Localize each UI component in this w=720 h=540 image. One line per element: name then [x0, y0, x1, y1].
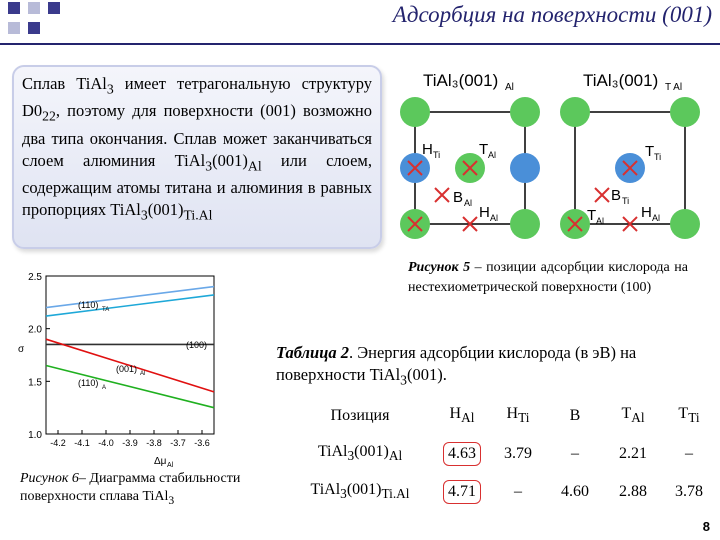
caption-sub: 3	[168, 493, 175, 507]
header-decoration-square	[28, 22, 40, 34]
table-header-cell: $T_{Al}$	[621, 405, 645, 426]
table-cell: 3.78	[675, 483, 703, 500]
x-tick-label: -4.2	[50, 438, 66, 448]
intro-text: (001)	[212, 150, 248, 170]
table-cell: 3.79	[504, 445, 532, 462]
caption-text: – Диаграмма стабильности поверхности сплава TiAl	[20, 471, 241, 504]
x-tick-label: -3.8	[146, 438, 162, 448]
table-row	[286, 473, 716, 511]
series-label-sub: Al	[140, 371, 146, 377]
intro-sub: 3	[106, 81, 114, 97]
site-sub: Al	[596, 216, 605, 226]
table-row-label: $TiAl_3(001)_{Al}$	[317, 443, 403, 464]
x-tick-label: -3.7	[170, 438, 186, 448]
site-h-ti: H	[422, 141, 433, 158]
site-sub: Ti	[654, 152, 662, 162]
series-label: (110)	[78, 300, 99, 310]
table-cell: –	[514, 483, 522, 500]
header-decoration-square	[8, 2, 20, 14]
site-h-al: H	[641, 204, 652, 221]
header-decoration-square	[48, 2, 60, 14]
site-sub: Al	[464, 198, 473, 208]
table-cell: 2.21	[619, 445, 647, 462]
plot-frame	[46, 276, 214, 434]
atom-al	[400, 97, 430, 127]
caption-label: Рисунок 6	[20, 471, 79, 486]
series-line	[46, 295, 214, 316]
intro-text: или слоем, содержащим атомы титана и алюминия в равных пропорциях TiAl	[22, 150, 372, 219]
panel-left-label: TiAl₃(001)	[423, 71, 499, 90]
x-axis-label-sub: Al	[167, 462, 174, 467]
series-label-sub: A	[102, 385, 107, 391]
table-cell: –	[685, 445, 693, 462]
table-cell-highlighted: 4.63	[434, 435, 490, 473]
caption-text: – позиции адсорбции кислорода на нестехиометрической поверхности (100)	[408, 260, 688, 295]
site-b: B	[611, 187, 622, 204]
x-axis-label: Δμ	[154, 456, 167, 467]
x-tick-label: -3.9	[122, 438, 138, 448]
atom-al	[670, 97, 700, 127]
intro-text: (001)	[147, 199, 184, 219]
site-sub: Al	[490, 213, 499, 223]
panel-left-sub: Al	[505, 82, 514, 93]
panel-right-sub: T Al	[665, 82, 683, 93]
y-tick-label: 1.0	[28, 430, 42, 441]
page-number: 8	[702, 519, 710, 534]
atom-al	[510, 209, 540, 239]
panel-right-label: TiAl₃(001)	[583, 71, 659, 90]
y-axis-label: σ	[18, 344, 25, 355]
figure6-caption	[20, 470, 250, 510]
site-sub: Al	[652, 213, 661, 223]
y-tick-label: 2.5	[28, 272, 42, 283]
table-header-cell: $H_{Al}$	[449, 405, 475, 426]
atom-al	[560, 97, 590, 127]
atom-al	[510, 97, 540, 127]
energy-table	[286, 397, 716, 511]
table-header-row	[286, 397, 716, 435]
series-label: (110)	[78, 378, 99, 388]
series-label-sub: TA	[102, 307, 110, 313]
slide-title: Адсорбция на поверхности (001)	[392, 2, 712, 27]
title-underline	[0, 43, 720, 45]
intro-sub: 3	[140, 207, 148, 223]
table-row-label: $TiAl_3(001)_{Ti.Al}$	[310, 481, 410, 502]
site-b: B	[453, 189, 464, 206]
intro-text: имеет тетрагональную структуру D0	[22, 74, 372, 121]
table2-caption	[276, 342, 706, 391]
intro-text: Сплав TiAl	[22, 74, 107, 93]
table-header-cell: $H_{Ti}$	[506, 405, 530, 426]
intro-sub: 22	[42, 108, 56, 124]
series-label: (100)	[186, 340, 208, 350]
intro-sub: 3	[205, 157, 213, 173]
table-cell-highlighted: 4.71	[434, 473, 490, 511]
site-h-al: H	[479, 204, 490, 221]
x-tick-label: -4.0	[98, 438, 114, 448]
caption-label: Рисунок 5	[408, 260, 471, 275]
site-sub: Ti	[622, 196, 630, 206]
table-header-cell: B	[569, 407, 581, 424]
site-sub: Ti	[433, 150, 441, 160]
table-cell: –	[571, 445, 579, 462]
site-t-al: T	[479, 141, 489, 158]
site-t-ti: T	[645, 143, 655, 160]
series-label: (001)	[116, 364, 138, 374]
table-header-cell: Позиция	[330, 407, 390, 424]
site-sub: Al	[488, 150, 497, 160]
header-decoration-square	[28, 2, 40, 14]
intro-text-box	[12, 65, 382, 249]
intro-sub: Ti.Al	[183, 207, 213, 223]
series-line	[46, 287, 214, 308]
site-t-al: T	[587, 207, 597, 224]
y-tick-label: 2.0	[28, 324, 42, 336]
y-tick-label: 1.5	[28, 377, 42, 389]
atom-al	[670, 209, 700, 239]
table-cell: 2.88	[619, 483, 647, 500]
caption-text: (001).	[407, 365, 447, 384]
caption-label: Таблица 2	[276, 343, 350, 362]
adsorption-sites-figure	[395, 60, 715, 255]
header-decoration-square	[8, 22, 20, 34]
figure5-caption	[408, 258, 688, 298]
table-header-cell: $T_{Ti}$	[678, 405, 700, 426]
intro-text: , поэтому для поверхности (001) возможно два типа окончания. Сплав может заканчиваться слоем алюминия TiAl	[22, 101, 372, 170]
stability-chart	[14, 262, 246, 467]
intro-sub: Al	[247, 157, 262, 173]
caption-sub: 3	[400, 372, 408, 388]
caption-text: . Энергия адсорбции кислорода (в эВ) на поверхности TiAl	[276, 343, 637, 384]
x-tick-label: -4.1	[74, 438, 90, 448]
atom-ti	[510, 153, 540, 183]
adsorption-site-marks	[408, 161, 477, 231]
table-cell: 4.60	[561, 483, 589, 500]
table-row	[286, 435, 716, 473]
x-tick-label: -3.6	[194, 438, 210, 448]
